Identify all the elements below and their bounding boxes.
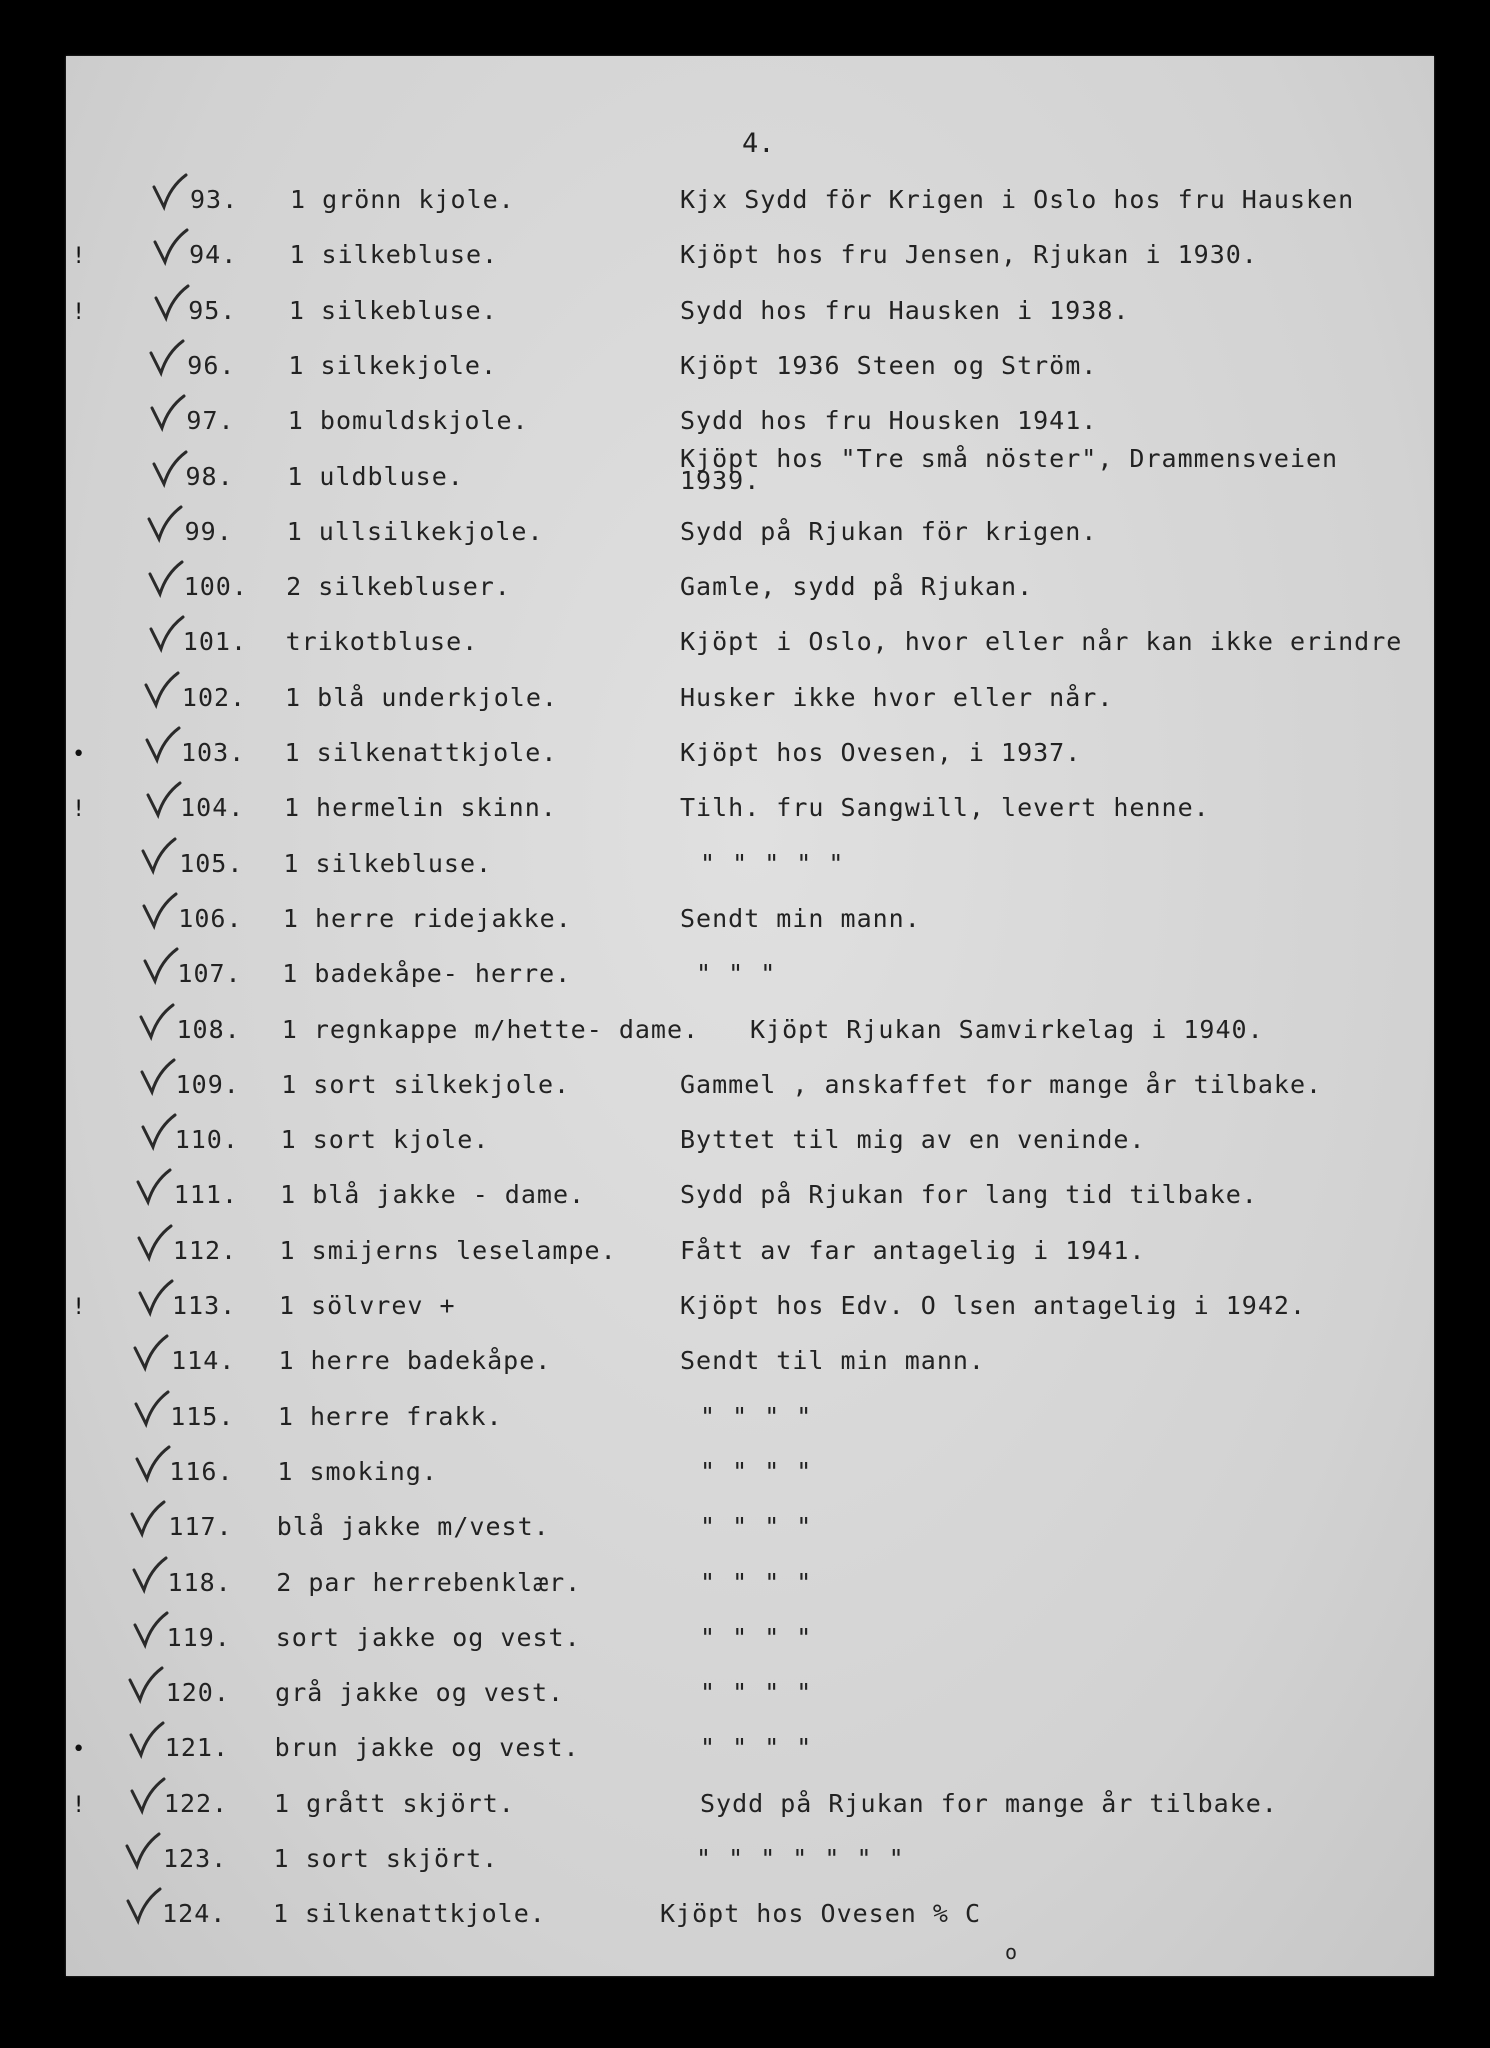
- checkmark-icon: [148, 394, 188, 432]
- item-note: " " ": [696, 959, 777, 989]
- item-description: 1 sort skjört.: [273, 1844, 499, 1873]
- item-note: Gamle, sydd på Rjukan.: [680, 572, 1034, 602]
- item-number: 115.: [170, 1401, 235, 1431]
- item-note: Fått av far antagelig i 1941.: [680, 1235, 1146, 1265]
- item-description: 1 blå jakke - dame.: [280, 1180, 586, 1210]
- item-description: 1 herre ridejakke.: [282, 903, 572, 933]
- item-number: 94.: [189, 240, 238, 270]
- item-description: 1 regnkappe m/hette- dame.: [281, 1014, 700, 1044]
- item-description: 1 badekåpe- herre.: [282, 959, 572, 989]
- list-item: [0, 1789, 1490, 1839]
- item-note: " " " ": [700, 1622, 813, 1652]
- checkmark-icon: [146, 560, 186, 598]
- item-note: Kjx Sydd för Krigen i Oslo hos fru Hausken: [680, 185, 1355, 214]
- margin-mark: !: [72, 1792, 87, 1818]
- item-note: " " " ": [700, 1567, 813, 1597]
- item-note: " " " ": [700, 1456, 813, 1486]
- list-item: [0, 443, 1490, 512]
- checkmark-icon: [135, 1224, 175, 1262]
- checkmark-icon: [133, 1445, 173, 1483]
- item-description: sort jakke og vest.: [275, 1622, 581, 1652]
- checkmark-icon: [152, 284, 192, 322]
- item-description: 1 herre frakk.: [277, 1401, 503, 1431]
- checkmark-icon: [132, 1390, 172, 1428]
- margin-mark: •: [72, 742, 87, 767]
- list-item: [0, 683, 1490, 733]
- checkmark-icon: [145, 505, 185, 543]
- item-note: Husker ikke hvor eller når.: [680, 682, 1114, 712]
- list-item: [0, 1015, 1490, 1065]
- item-number: 105.: [179, 848, 244, 878]
- checkmark-icon: [138, 1058, 178, 1096]
- checkmark-icon: [136, 1279, 176, 1317]
- item-note: Kjöpt hos Ovesen % C: [660, 1899, 982, 1929]
- item-number: 106.: [178, 903, 243, 933]
- list-item: [0, 351, 1490, 401]
- list-item: [0, 1236, 1490, 1286]
- list-item: [0, 1512, 1490, 1562]
- checkmark-icon: [140, 892, 180, 930]
- item-note: Sydd hos fru Housken 1941.: [680, 406, 1098, 436]
- margin-mark: !: [72, 797, 87, 823]
- checkmark-icon: [134, 1168, 174, 1206]
- item-number: 120.: [165, 1678, 230, 1708]
- item-note: Kjöpt Rjukan Samvirkelag i 1940.: [750, 1014, 1264, 1044]
- item-note: " " " ": [700, 1401, 813, 1431]
- checkmark-icon: [139, 837, 179, 875]
- item-description: 1 smijerns leselampe.: [279, 1235, 617, 1265]
- checkmark-icon: [151, 228, 191, 266]
- item-note: Kjöpt i Oslo, hvor eller når kan ikke erindre: [680, 627, 1403, 657]
- item-number: 93.: [190, 185, 239, 214]
- checkmark-icon: [139, 1113, 179, 1151]
- item-number: 101.: [182, 627, 248, 657]
- checkmark-icon: [131, 1334, 171, 1372]
- item-description: 1 uldbluse.: [287, 461, 464, 491]
- checkmark-icon: [147, 339, 187, 377]
- item-number: 117.: [168, 1512, 233, 1542]
- list-item: [0, 517, 1490, 567]
- list-item: [0, 1457, 1490, 1507]
- item-number: 97.: [186, 406, 235, 436]
- item-number: 109.: [175, 1069, 240, 1099]
- item-number: 121.: [164, 1733, 230, 1763]
- item-number: 111.: [173, 1180, 239, 1210]
- item-number: 98.: [185, 461, 234, 491]
- list-item: [0, 1180, 1490, 1230]
- checkmark-icon: [128, 1777, 168, 1815]
- item-description: grå jakke og vest.: [275, 1678, 565, 1708]
- item-note: " " " " ": [700, 848, 845, 878]
- item-note: Kjöpt 1936 Steen og Ström.: [680, 350, 1098, 380]
- margin-mark: !: [72, 1295, 87, 1320]
- item-description: 1 silkenattkjole.: [284, 738, 558, 767]
- item-description: 1 grönn kjole.: [290, 185, 515, 214]
- list-item: [0, 1346, 1490, 1396]
- item-number: 103.: [181, 738, 246, 767]
- item-number: 114.: [171, 1346, 236, 1376]
- item-description: 1 herre badekåpe.: [278, 1346, 552, 1376]
- item-number: 122.: [163, 1788, 229, 1818]
- item-number: 112.: [172, 1235, 238, 1265]
- item-number: 110.: [174, 1125, 239, 1155]
- list-item: [0, 1733, 1490, 1783]
- checkmark-icon: [142, 671, 182, 709]
- item-number: 95.: [188, 295, 237, 325]
- checkmark-icon: [144, 781, 184, 819]
- item-description: 1 sort kjole.: [280, 1125, 490, 1155]
- list-item: [0, 1291, 1490, 1341]
- checkmark-icon: [128, 1500, 168, 1538]
- item-note: " " " ": [700, 1733, 813, 1763]
- item-note: Sydd på Rjukan för krigen.: [680, 516, 1098, 546]
- checkmark-icon: [143, 726, 183, 764]
- margin-mark: •: [72, 1737, 87, 1763]
- item-number: 104.: [180, 793, 245, 823]
- checkmark-icon: [147, 615, 187, 653]
- list-item: [0, 185, 1490, 235]
- item-description: 1 bomuldskjole.: [287, 406, 529, 436]
- list-item: [0, 1070, 1490, 1120]
- list-item: [0, 627, 1490, 677]
- item-description: 1 sölvrev +: [279, 1291, 456, 1320]
- item-note: Byttet til mig av en veninde.: [680, 1125, 1146, 1155]
- item-description: 1 silkebluse.: [288, 295, 498, 325]
- margin-mark: !: [72, 244, 87, 270]
- list-item: [0, 849, 1490, 899]
- checkmark-icon: [123, 1832, 163, 1870]
- item-description: 1 silkenattkjole.: [272, 1899, 546, 1929]
- item-description: 1 silkebluse.: [283, 848, 493, 878]
- item-number: 119.: [166, 1622, 231, 1652]
- item-description: 1 smoking.: [277, 1456, 438, 1486]
- checkmark-icon: [150, 173, 190, 211]
- item-description: 1 hermelin skinn.: [283, 793, 557, 823]
- item-note: Sendt min mann.: [680, 903, 921, 933]
- list-item: [0, 1678, 1490, 1728]
- item-note: " " " " " " ": [696, 1844, 905, 1873]
- list-item: [0, 1125, 1490, 1175]
- checkmark-icon: [137, 1003, 177, 1041]
- item-note: Kjöpt hos "Tre små nöster", Drammensveien 1939.: [680, 443, 1339, 495]
- item-note: Sydd på Rjukan for lang tid tilbake.: [680, 1180, 1258, 1210]
- list-item: [0, 738, 1490, 788]
- list-item: [0, 793, 1490, 843]
- list-item: [0, 1402, 1490, 1452]
- item-number: 100.: [183, 572, 248, 602]
- list-item: [0, 572, 1490, 622]
- item-description: 2 par herrebenklær.: [276, 1567, 582, 1597]
- item-note: Gammel , anskaffet for mange år tilbake.: [680, 1069, 1323, 1099]
- item-note: Tilh. fru Sangwill, levert henne.: [680, 793, 1210, 823]
- item-number: 108.: [176, 1014, 241, 1044]
- item-number: 102.: [181, 682, 247, 712]
- item-number: 123.: [163, 1844, 228, 1873]
- item-number: 96.: [187, 350, 236, 380]
- item-description: 1 grått skjört.: [274, 1788, 515, 1818]
- list-item: [0, 1899, 1490, 1949]
- item-note: Sendt til min mann.: [680, 1346, 985, 1376]
- item-note: Sydd hos fru Hausken i 1938.: [680, 295, 1130, 325]
- margin-mark: !: [72, 299, 87, 325]
- list-item: [0, 240, 1490, 290]
- item-description: 1 blå underkjole.: [285, 682, 558, 712]
- item-description: 2 silkebluser.: [286, 572, 511, 602]
- item-description: 1 silkekjole.: [288, 350, 498, 380]
- item-description: 1 sort silkekjole.: [281, 1069, 571, 1099]
- checkmark-icon: [126, 1666, 166, 1704]
- item-description: brun jakke og vest.: [274, 1733, 580, 1763]
- item-note: Kjöpt hos fru Jensen, Rjukan i 1930.: [680, 240, 1258, 270]
- checkmark-icon: [141, 947, 181, 985]
- item-note: Kjöpt hos Ovesen, i 1937.: [680, 738, 1082, 767]
- checkmark-icon: [150, 450, 190, 488]
- item-note: " " " ": [700, 1678, 813, 1708]
- item-number: 113.: [172, 1291, 237, 1320]
- item-note: " " " ": [700, 1512, 813, 1542]
- list-item: [0, 1568, 1490, 1618]
- item-number: 124.: [162, 1899, 227, 1929]
- item-number: 118.: [167, 1567, 232, 1597]
- list-item: [0, 1623, 1490, 1673]
- checkmark-icon: [124, 1887, 164, 1925]
- list-item: [0, 904, 1490, 954]
- checkmark-icon: [131, 1611, 171, 1649]
- list-item: [0, 959, 1490, 1009]
- item-description: 1 silkebluse.: [289, 240, 499, 270]
- item-description: blå jakke m/vest.: [276, 1512, 550, 1542]
- checkmark-icon: [127, 1721, 167, 1759]
- item-description: trikotbluse.: [285, 627, 479, 657]
- list-item: [0, 296, 1490, 346]
- page-number: 4.: [742, 128, 775, 159]
- item-note: Kjöpt hos Edv. O lsen antagelig i 1942.: [680, 1291, 1306, 1320]
- item-number: 107.: [177, 959, 242, 989]
- corner-mark: o: [1005, 1940, 1018, 1964]
- item-number: 99.: [184, 516, 233, 546]
- item-description: 1 ullsilkekjole.: [286, 516, 544, 546]
- list-item: [0, 1844, 1490, 1894]
- checkmark-icon: [130, 1556, 170, 1594]
- item-number: 116.: [169, 1456, 234, 1486]
- item-note: Sydd på Rjukan for mange år tilbake.: [700, 1788, 1278, 1818]
